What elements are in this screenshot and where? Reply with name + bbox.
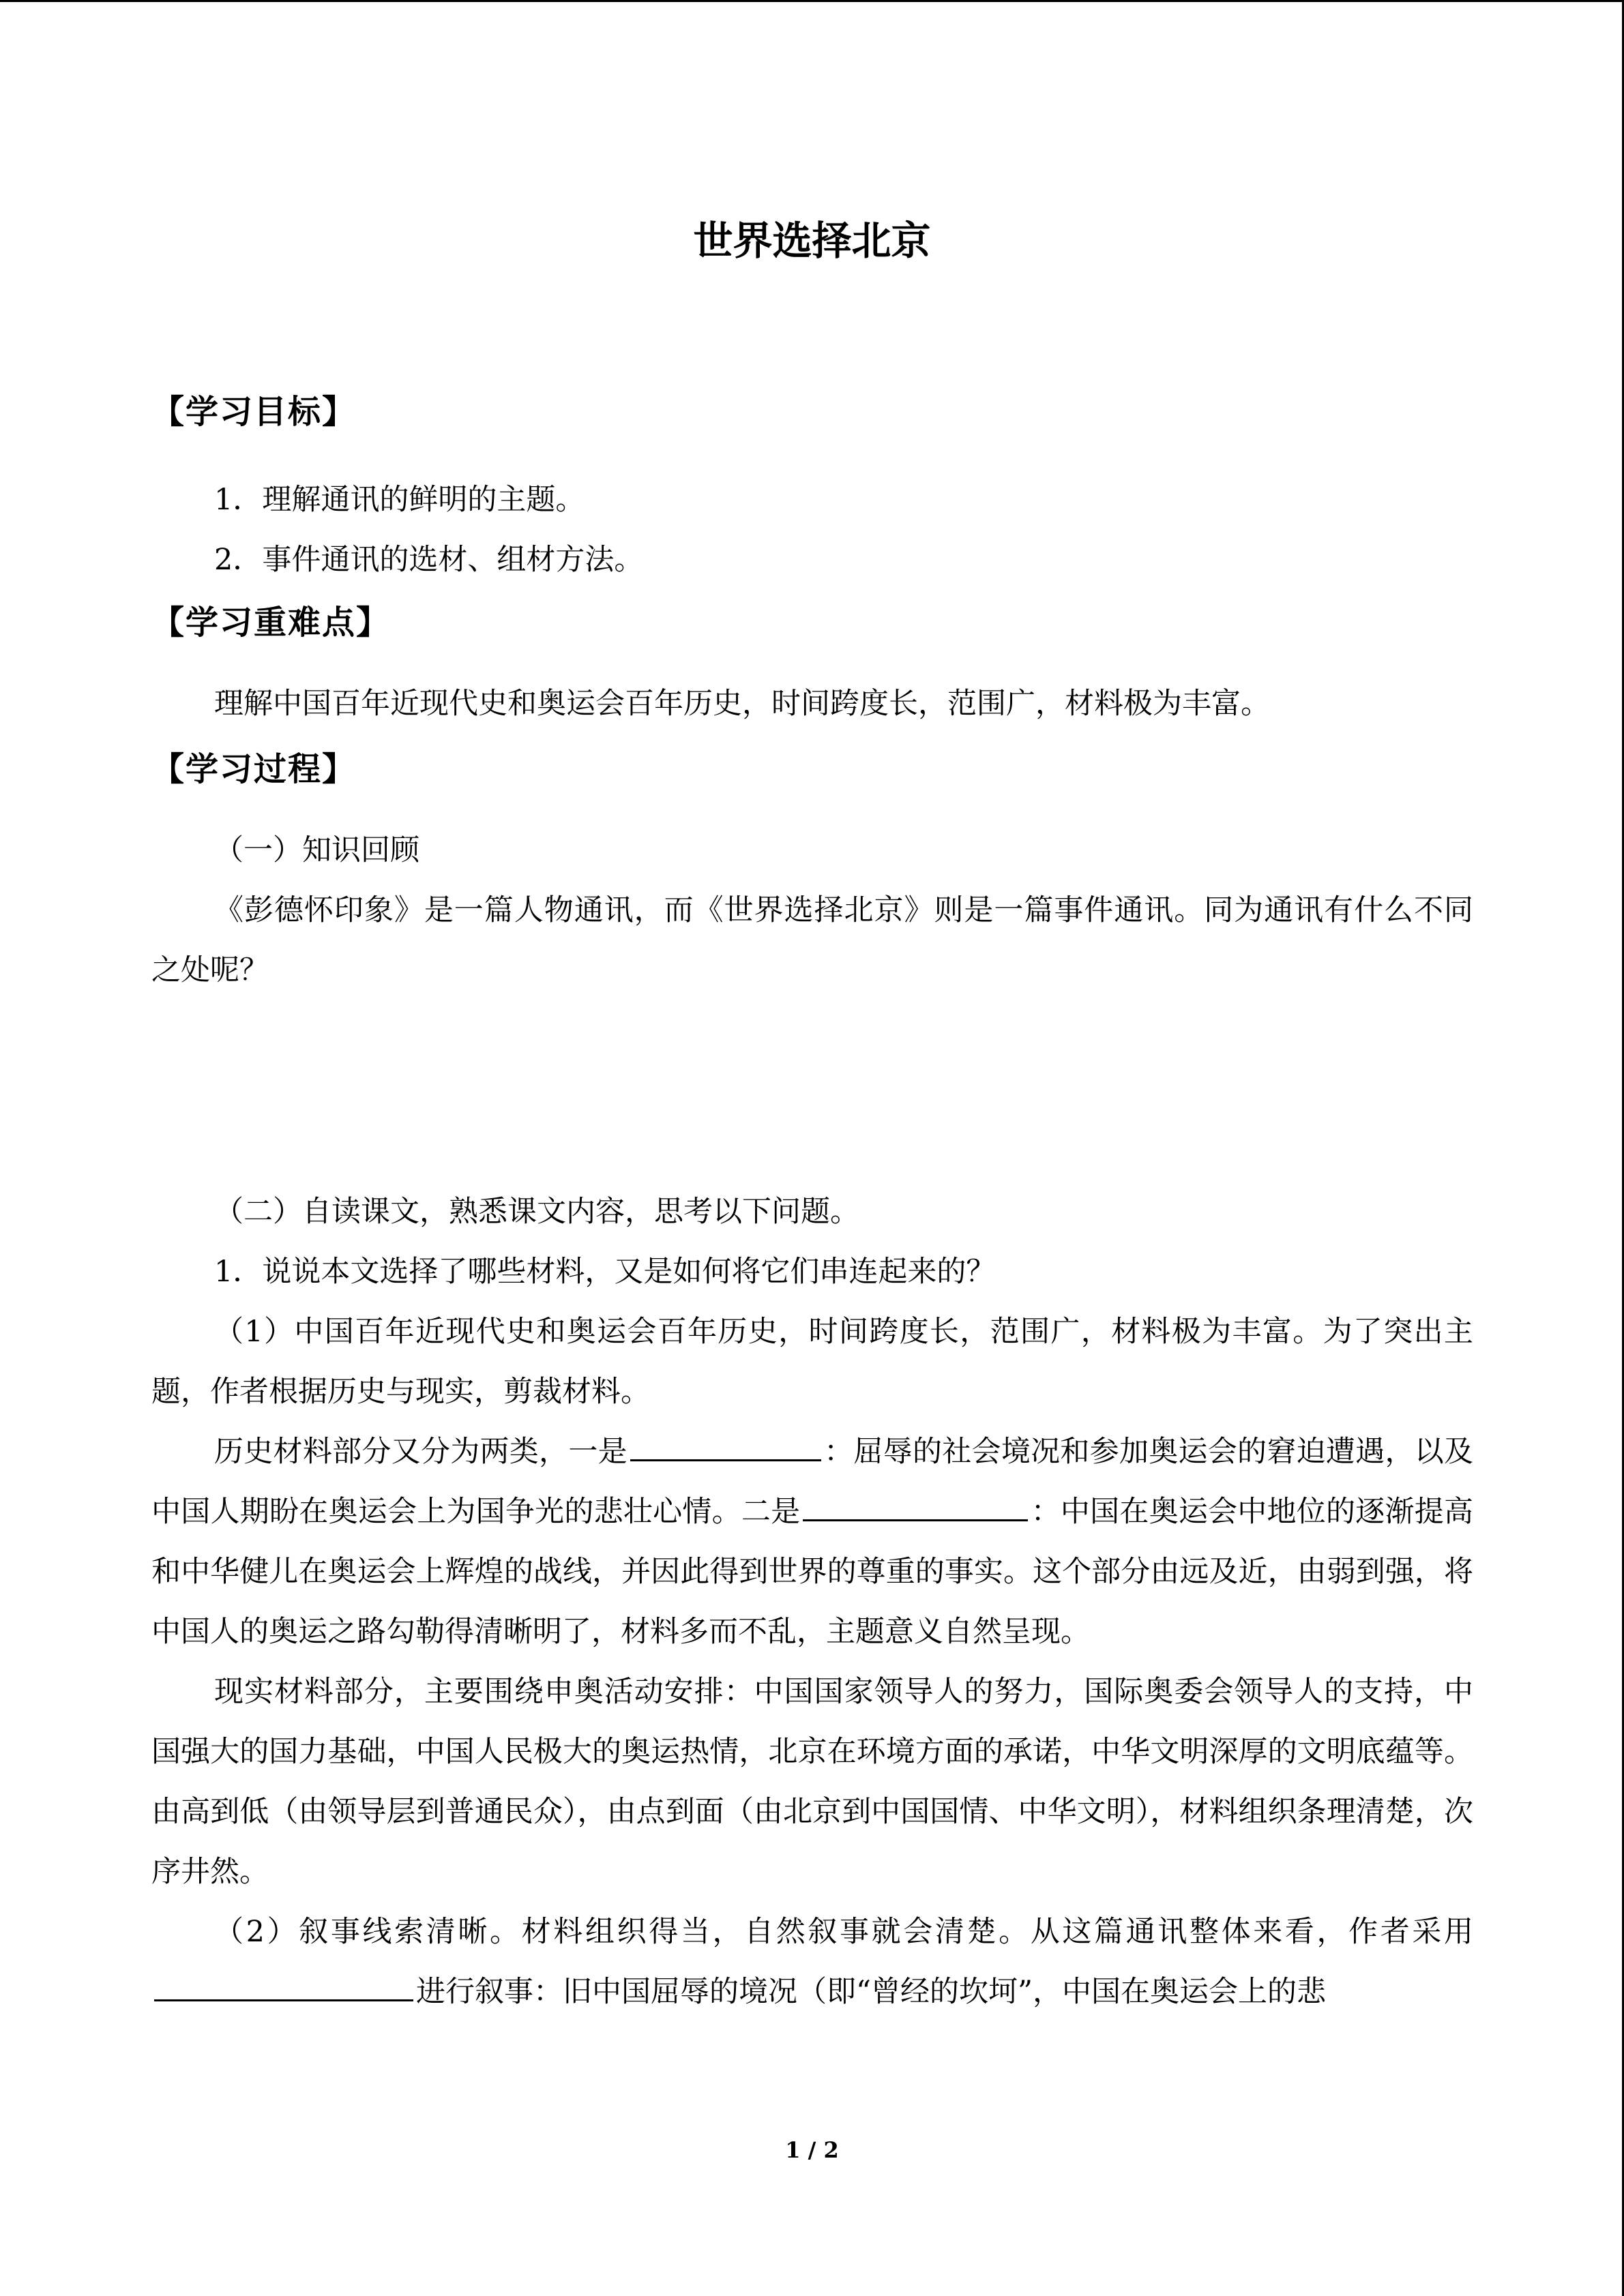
reality-paragraph: 现实材料部分，主要围绕申奥活动安排：中国国家领导人的努力，国际奥委会领导人的支持，中国强大的国力基础，中国人民极大的奥运热情，北京在环境方面的承诺，中华文明深厚的文明底蕴等。由高到低（由领导层到普通民众），由点到面（由北京到中国国情、中华文明），材料组织条理清楚，次序井然。	[151, 1675, 1473, 1889]
key-points-text: 理解中国百年近现代史和奥运会百年历史，时间跨度长，范围广，材料极为丰富。	[214, 687, 1270, 721]
question-1-1: （1）中国百年近现代史和奥运会百年历史，时间跨度长，范围广，材料极为丰富。为了突出主题，作者根据历史与现实，剪裁材料。	[151, 1315, 1473, 1409]
process-heading: 【学习过程】	[151, 750, 357, 788]
history-text-b: ：屈辱的社会境况和参加奥运会的窘迫遭遇，以及中国人期盼在奥运会上为国争光的悲壮心情。二是	[151, 1435, 1474, 1529]
objectives-section	[151, 388, 1473, 436]
key-points-body	[151, 674, 1473, 734]
q1-2-text-a: （2）叙事线索清晰。材料组织得当，自然叙事就会清楚。从这篇通讯整体来看，作者采用	[214, 1915, 1473, 1949]
part1-label: （一）知识回顾	[214, 833, 419, 867]
history-text-c: ：中国在奥运会中地位的逐渐提高和中华健儿在奥运会上辉煌的战线，并因此得到世界的尊重的事实。这个部分由远及近，由弱到强，将中国人的奥运之路勾勒得清晰明了，材料多而不乱，主题意义自然呈现。	[151, 1495, 1474, 1649]
question-1: 1．说说本文选择了哪些材料，又是如何将它们串连起来的？	[214, 1255, 996, 1289]
key-points-section	[151, 599, 1473, 646]
objective-item-2: 2．事件通讯的选材、组材方法。	[214, 543, 644, 577]
page-title: 世界选择北京	[693, 218, 931, 264]
page-number: 1 / 2	[785, 2137, 839, 2163]
process-part1	[151, 820, 1473, 1000]
part1-text: 《彭德怀印象》是一篇人物通讯，而《世界选择北京》则是一篇事件通讯。同为通讯有什么不同之处呢？	[151, 893, 1473, 987]
objectives-heading: 【学习目标】	[151, 393, 357, 431]
part2-label: （二）自读课文，熟悉课文内容，思考以下问题。	[214, 1195, 859, 1229]
objectives-list	[151, 470, 1473, 590]
q1-2-text-b: 进行叙事：旧中国屈辱的境况（即“曾经的坎坷”，中国在奥运会上的悲	[416, 1975, 1326, 2009]
fill-blank-1[interactable]	[630, 1428, 821, 1461]
fill-blank-2[interactable]	[803, 1488, 1028, 1521]
objective-item-1: 1．理解通讯的鲜明的主题。	[214, 483, 585, 517]
key-points-heading: 【学习重难点】	[151, 603, 391, 642]
process-part2	[151, 1182, 1473, 2022]
process-section	[151, 745, 1473, 793]
history-paragraph	[151, 1422, 1473, 1662]
history-text-a: 历史材料部分又分为两类，一是	[214, 1435, 628, 1469]
fill-blank-3[interactable]	[154, 1968, 413, 2001]
question-1-2	[151, 1902, 1473, 2022]
